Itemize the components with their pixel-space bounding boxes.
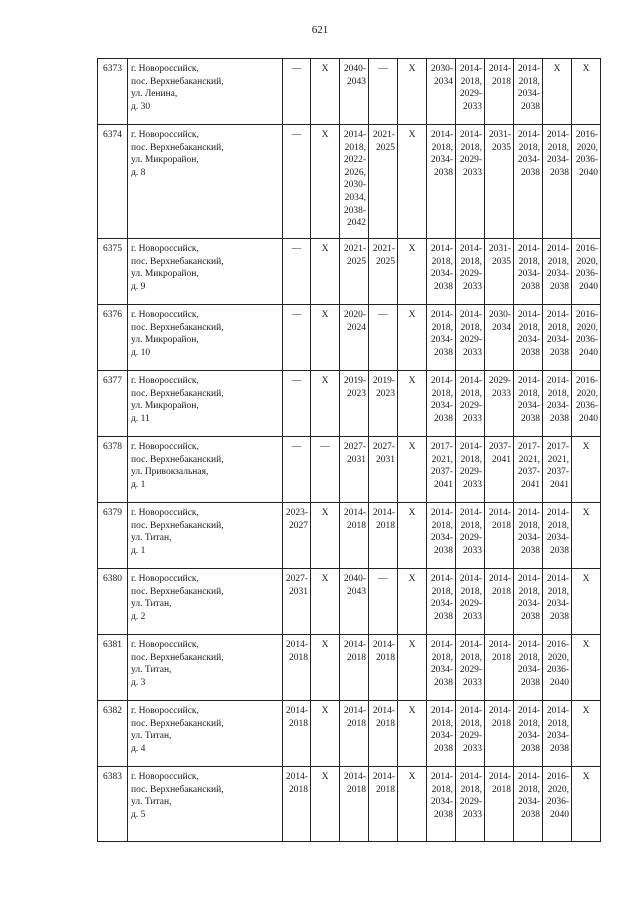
period-cell: X xyxy=(398,635,427,701)
address-line: ул. Титан, xyxy=(131,533,172,544)
table-row xyxy=(98,371,601,437)
period-cell: 2027- 2031 xyxy=(283,569,311,635)
period-cell: 2020- 2024 xyxy=(340,305,369,371)
period-cell: 2014- 2018, 2029- 2033 xyxy=(456,239,485,305)
period-cell: 2016- 2020, 2036- 2040 xyxy=(543,767,572,842)
table-body xyxy=(98,59,601,842)
period-cell: 2014- 2018, 2029- 2033 xyxy=(456,125,485,239)
period-cell: 2014- 2018 xyxy=(485,767,514,842)
address-cell xyxy=(128,503,283,569)
period-cell: X xyxy=(398,59,427,125)
table-row xyxy=(98,569,601,635)
address-cell xyxy=(128,635,283,701)
period-cell: 2014- 2018, 2034- 2038 xyxy=(543,569,572,635)
address-line: д. 1 xyxy=(131,545,146,556)
period-cell: 2014- 2018, 2034- 2038 xyxy=(543,503,572,569)
address-line: г. Новороссийск, xyxy=(131,574,199,584)
period-cell: 2014- 2018, 2034- 2038 xyxy=(543,239,572,305)
period-cell: 2016- 2020, 2036- 2040 xyxy=(572,239,601,305)
address-line: пос. Верхнебаканский, xyxy=(131,142,224,153)
address-line: пос. Верхнебаканский, xyxy=(131,388,224,399)
period-cell: X xyxy=(398,125,427,239)
period-cell: 2014- 2018, 2034- 2038 xyxy=(427,569,456,635)
address-line: ул. Титан, xyxy=(131,665,172,676)
address-cell xyxy=(128,305,283,371)
address-line: д. 8 xyxy=(131,167,146,178)
period-cell: X xyxy=(398,239,427,305)
period-cell: X xyxy=(398,371,427,437)
period-cell: 2040- 2043 xyxy=(340,59,369,125)
address-line: г. Новороссийск, xyxy=(131,772,199,782)
period-cell: 2017- 2021, 2037- 2041 xyxy=(543,437,572,503)
row-number: 6374 xyxy=(98,125,128,239)
row-number: 6381 xyxy=(98,635,128,701)
address-line: ул. Микрорайон, xyxy=(131,401,199,412)
period-cell: — xyxy=(283,437,311,503)
address-line: пос. Верхнебаканский, xyxy=(131,256,224,267)
period-cell: 2014- 2018, 2029- 2033 xyxy=(456,371,485,437)
address-line: пос. Верхнебаканский, xyxy=(131,652,224,663)
period-cell: 2019- 2023 xyxy=(369,371,398,437)
period-cell: 2014- 2018 xyxy=(369,635,398,701)
period-cell: 2014- 2018, 2029- 2033 xyxy=(456,503,485,569)
period-cell: 2014- 2018 xyxy=(369,767,398,842)
period-cell: — xyxy=(369,59,398,125)
period-cell: X xyxy=(398,701,427,767)
table-row xyxy=(98,503,601,569)
period-cell: X xyxy=(311,371,340,437)
period-cell: 2014- 2018 xyxy=(485,569,514,635)
period-cell: 2014- 2018, 2034- 2038 xyxy=(427,635,456,701)
address-line: пос. Верхнебаканский, xyxy=(131,718,224,729)
address-line: ул. Микрорайон, xyxy=(131,335,199,346)
address-line: д. 9 xyxy=(131,281,146,292)
period-cell: X xyxy=(311,305,340,371)
address-line: ул. Привокзальная, xyxy=(131,467,209,478)
period-cell: X xyxy=(543,59,572,125)
period-cell: 2014- 2018 xyxy=(485,503,514,569)
address-line: д. 11 xyxy=(131,413,150,424)
row-number: 6375 xyxy=(98,239,128,305)
address-cell xyxy=(128,371,283,437)
period-cell: 2014- 2018, 2034- 2038 xyxy=(427,371,456,437)
period-cell: 2017- 2021, 2037- 2041 xyxy=(514,437,543,503)
period-cell: 2014- 2018, 2029- 2033 xyxy=(456,701,485,767)
address-cell xyxy=(128,767,283,842)
address-line: пос. Верхнебаканский, xyxy=(131,322,224,333)
address-line: пос. Верхнебаканский, xyxy=(131,520,224,531)
period-cell: 2019- 2023 xyxy=(340,371,369,437)
period-cell: 2014- 2018, 2034- 2038 xyxy=(543,125,572,239)
address-cell xyxy=(128,59,283,125)
address-line: д. 5 xyxy=(131,809,146,820)
period-cell: X xyxy=(311,125,340,239)
period-cell: 2031- 2035 xyxy=(485,125,514,239)
row-number: 6378 xyxy=(98,437,128,503)
table-row xyxy=(98,701,601,767)
address-line: ул. Титан, xyxy=(131,731,172,742)
period-cell: 2014- 2018, 2034- 2038 xyxy=(514,239,543,305)
period-cell: — xyxy=(283,239,311,305)
period-cell: 2016- 2020, 2036- 2040 xyxy=(572,371,601,437)
period-cell: 2014- 2018 xyxy=(485,59,514,125)
period-cell: 2014- 2018 xyxy=(340,767,369,842)
period-cell: 2014- 2018 xyxy=(283,701,311,767)
address-line: ул. Титан, xyxy=(131,797,172,808)
row-number: 6376 xyxy=(98,305,128,371)
period-cell: X xyxy=(311,635,340,701)
period-cell: 2014- 2018, 2029- 2033 xyxy=(456,767,485,842)
period-cell: 2014- 2018, 2034- 2038 xyxy=(427,239,456,305)
period-cell: 2040- 2043 xyxy=(340,569,369,635)
period-cell: 2014- 2018, 2034- 2038 xyxy=(543,371,572,437)
period-cell: X xyxy=(311,767,340,842)
period-cell: 2014- 2018, 2034- 2038 xyxy=(514,635,543,701)
address-line: ул. Микрорайон, xyxy=(131,269,199,280)
period-cell: X xyxy=(398,569,427,635)
period-cell: 2031- 2035 xyxy=(485,239,514,305)
address-line: г. Новороссийск, xyxy=(131,130,199,140)
period-cell: 2014- 2018, 2034- 2038 xyxy=(514,305,543,371)
period-cell: 2014- 2018 xyxy=(485,635,514,701)
period-cell: 2014- 2018, 2029- 2033 xyxy=(456,305,485,371)
period-cell: 2014- 2018, 2034- 2038 xyxy=(427,701,456,767)
address-line: ул. Микрорайон, xyxy=(131,155,199,166)
period-cell: X xyxy=(398,437,427,503)
period-cell: 2014- 2018 xyxy=(369,503,398,569)
table-row xyxy=(98,305,601,371)
period-cell: X xyxy=(572,635,601,701)
period-cell: X xyxy=(398,503,427,569)
period-cell: — xyxy=(283,59,311,125)
period-cell: 2014- 2018 xyxy=(283,767,311,842)
address-line: г. Новороссийск, xyxy=(131,376,199,386)
period-cell: 2027- 2031 xyxy=(369,437,398,503)
period-cell: 2014- 2018, 2034- 2038 xyxy=(514,701,543,767)
period-cell: 2014- 2018, 2029- 2033 xyxy=(456,569,485,635)
period-cell: 2014- 2018, 2034- 2038 xyxy=(427,305,456,371)
table-row xyxy=(98,59,601,125)
row-number: 6377 xyxy=(98,371,128,437)
address-line: г. Новороссийск, xyxy=(131,640,199,650)
table-row xyxy=(98,437,601,503)
period-cell: 2014- 2018, 2034- 2038 xyxy=(543,701,572,767)
period-cell: 2014- 2018 xyxy=(340,635,369,701)
period-cell: 2014- 2018, 2029- 2033 xyxy=(456,635,485,701)
period-cell: 2023- 2027 xyxy=(283,503,311,569)
period-cell: 2014- 2018, 2034- 2038 xyxy=(427,767,456,842)
period-cell: — xyxy=(369,569,398,635)
period-cell: 2021- 2025 xyxy=(369,125,398,239)
period-cell: X xyxy=(311,503,340,569)
period-cell: 2014- 2018, 2034- 2038 xyxy=(514,371,543,437)
period-cell: 2014- 2018, 2034- 2038 xyxy=(427,503,456,569)
period-cell: X xyxy=(572,701,601,767)
period-cell: X xyxy=(572,59,601,125)
period-cell: 2027- 2031 xyxy=(340,437,369,503)
period-cell: 2014- 2018 xyxy=(283,635,311,701)
period-cell: 2014- 2018, 2034- 2038 xyxy=(543,305,572,371)
period-cell: 2014- 2018 xyxy=(340,701,369,767)
period-cell: 2014- 2018, 2029- 2033 xyxy=(456,59,485,125)
address-cell xyxy=(128,239,283,305)
page-number: 621 xyxy=(311,24,329,36)
period-cell: X xyxy=(572,503,601,569)
row-number: 6382 xyxy=(98,701,128,767)
table-row xyxy=(98,239,601,305)
period-cell: X xyxy=(311,239,340,305)
period-cell: 2014- 2018, 2034- 2038 xyxy=(514,767,543,842)
period-cell: 2030- 2034 xyxy=(427,59,456,125)
address-line: пос. Верхнебаканский, xyxy=(131,454,224,465)
period-cell: 2021- 2025 xyxy=(340,239,369,305)
row-number: 6380 xyxy=(98,569,128,635)
address-cell xyxy=(128,569,283,635)
address-line: ул. Титан, xyxy=(131,599,172,610)
period-cell: — xyxy=(283,125,311,239)
period-cell: X xyxy=(311,701,340,767)
address-line: г. Новороссийск, xyxy=(131,706,199,716)
period-cell: 2014- 2018, 2022- 2026, 2030- 2034, 2038- 2042 xyxy=(340,125,369,239)
table-row xyxy=(98,125,601,239)
row-number: 6373 xyxy=(98,59,128,125)
address-line: д. 3 xyxy=(131,677,146,688)
period-cell: X xyxy=(311,59,340,125)
period-cell: 2014- 2018, 2034- 2038 xyxy=(427,125,456,239)
address-line: пос. Верхнебаканский, xyxy=(131,76,224,87)
period-cell: 2017- 2021, 2037- 2041 xyxy=(427,437,456,503)
period-cell: 2014- 2018 xyxy=(485,701,514,767)
period-cell: X xyxy=(311,569,340,635)
period-cell: 2037- 2041 xyxy=(485,437,514,503)
address-line: г. Новороссийск, xyxy=(131,508,199,518)
period-cell: — xyxy=(311,437,340,503)
period-cell: 2014- 2018, 2034- 2038 xyxy=(514,569,543,635)
period-cell: 2014- 2018, 2034- 2038 xyxy=(514,125,543,239)
address-line: д. 30 xyxy=(131,101,151,112)
address-line: г. Новороссийск, xyxy=(131,64,199,74)
address-line: д. 4 xyxy=(131,743,146,754)
period-cell: 2014- 2018, 2029- 2033 xyxy=(456,437,485,503)
address-cell xyxy=(128,437,283,503)
period-cell: 2014- 2018 xyxy=(369,701,398,767)
period-cell: 2016- 2020, 2036- 2040 xyxy=(572,305,601,371)
address-line: г. Новороссийск, xyxy=(131,310,199,320)
row-number: 6379 xyxy=(98,503,128,569)
schedule-table xyxy=(97,58,601,842)
table-row xyxy=(98,635,601,701)
period-cell: 2021- 2025 xyxy=(369,239,398,305)
address-line: г. Новороссийск, xyxy=(131,244,199,254)
period-cell: 2030- 2034 xyxy=(485,305,514,371)
address-line: д. 10 xyxy=(131,347,151,358)
period-cell: — xyxy=(283,371,311,437)
period-cell: X xyxy=(572,569,601,635)
period-cell: — xyxy=(283,305,311,371)
period-cell: — xyxy=(369,305,398,371)
period-cell: 2016- 2020, 2036- 2040 xyxy=(572,125,601,239)
period-cell: 2014- 2018, 2034- 2038 xyxy=(514,59,543,125)
row-number: 6383 xyxy=(98,767,128,842)
address-line: д. 1 xyxy=(131,479,146,490)
address-line: д. 2 xyxy=(131,611,146,622)
address-line: ул. Ленина, xyxy=(131,89,178,100)
period-cell: X xyxy=(572,767,601,842)
table-row xyxy=(98,767,601,842)
address-line: пос. Верхнебаканский, xyxy=(131,586,224,597)
period-cell: 2014- 2018, 2034- 2038 xyxy=(514,503,543,569)
period-cell: X xyxy=(572,437,601,503)
address-line: г. Новороссийск, xyxy=(131,442,199,452)
period-cell: X xyxy=(398,305,427,371)
address-cell xyxy=(128,125,283,239)
period-cell: 2014- 2018 xyxy=(340,503,369,569)
period-cell: X xyxy=(398,767,427,842)
address-cell xyxy=(128,701,283,767)
address-line: пос. Верхнебаканский, xyxy=(131,784,224,795)
period-cell: 2016- 2020, 2036- 2040 xyxy=(543,635,572,701)
period-cell: 2029- 2033 xyxy=(485,371,514,437)
